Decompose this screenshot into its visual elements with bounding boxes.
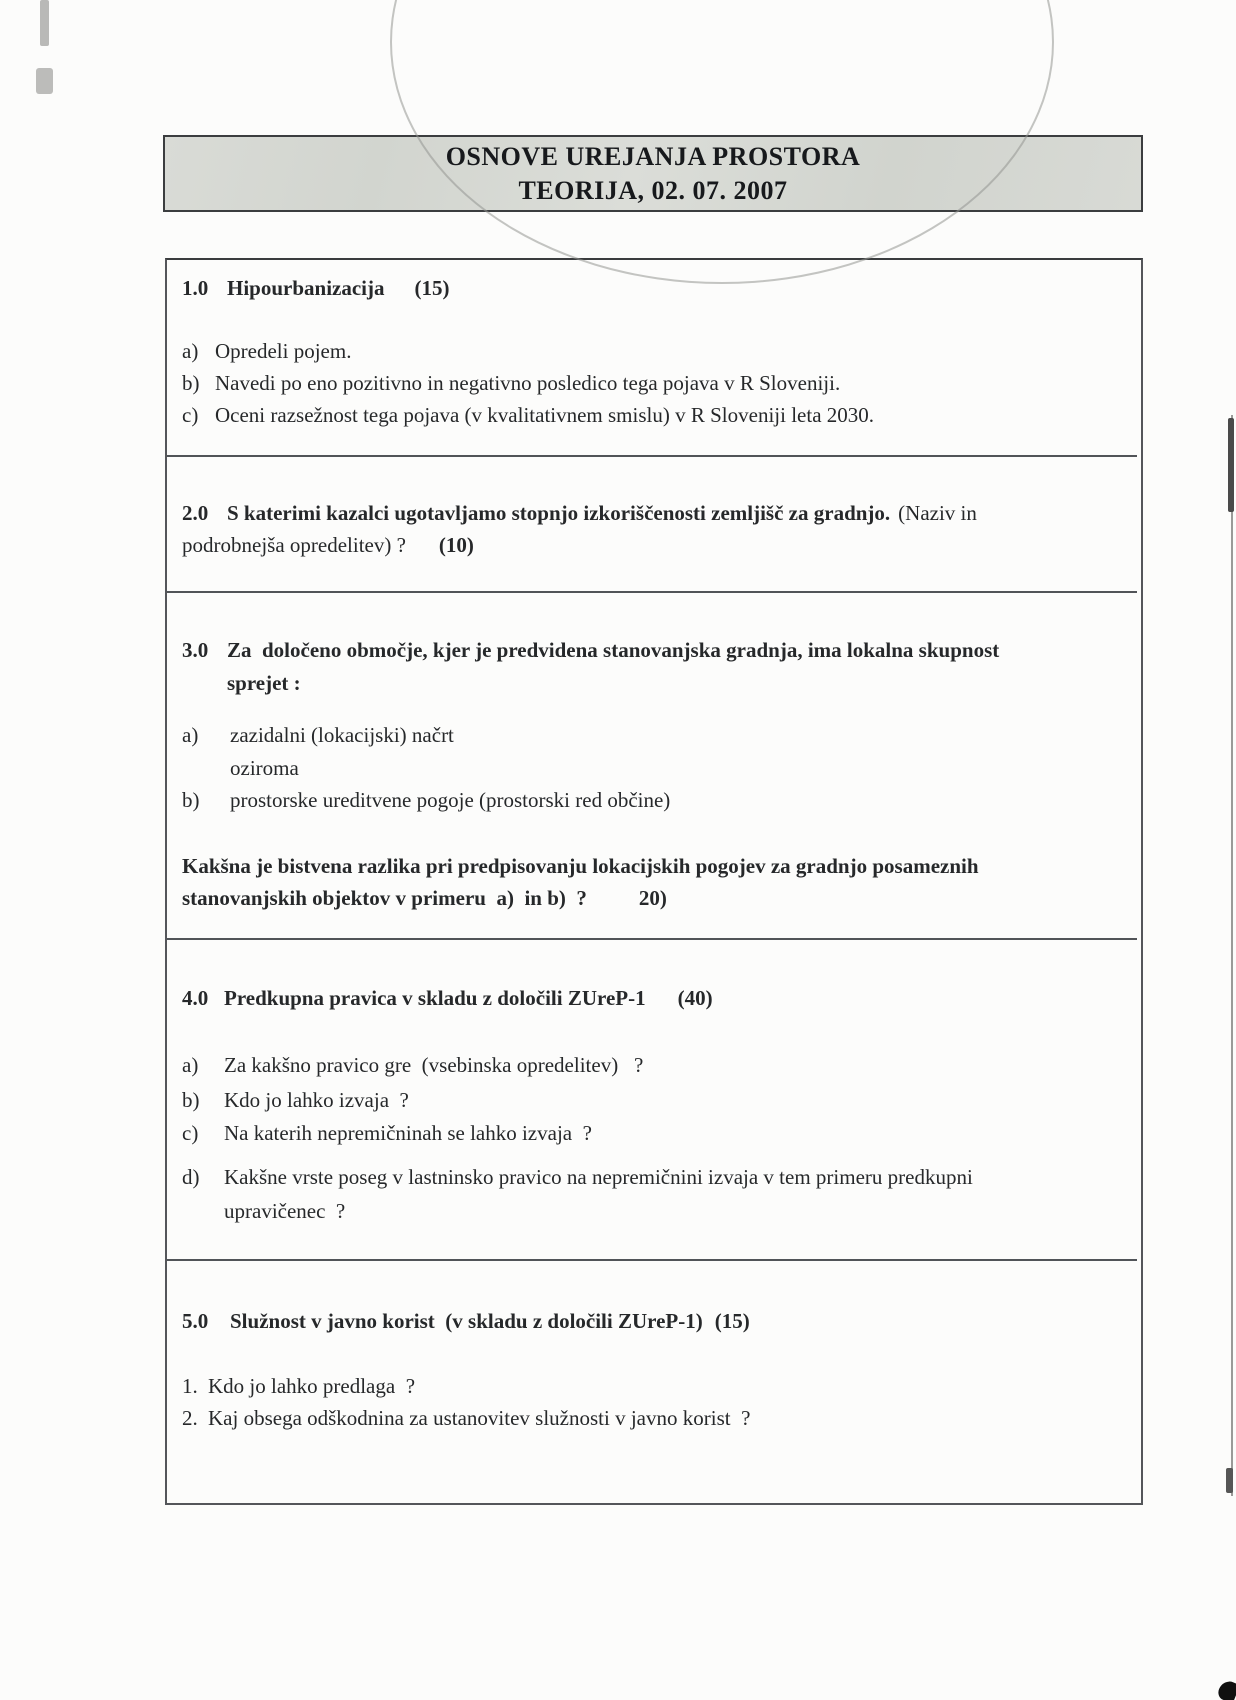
exam-header-box (163, 135, 1143, 212)
item-text: Oceni razsežnost tega pojava (v kvalitativnem smislu) v R Sloveniji leta 2030. (215, 403, 875, 427)
item-text: Opredeli pojem. (215, 339, 352, 363)
question-2-heading-line2 (182, 529, 1113, 561)
question-1-number: 1.0 (182, 276, 209, 300)
scan-edge-line-artifact (1231, 415, 1233, 1496)
item-text: Za kakšno pravico gre (vsebinska opredelitev) ? (224, 1053, 644, 1077)
question-3-heading-line1 (182, 634, 1113, 666)
item-text: Na katerih nepremičninah se lahko izvaja ? (224, 1121, 592, 1145)
question-2-regular-tail: (Naziv in (898, 501, 977, 525)
question-4-item-d-line2 (182, 1195, 1113, 1227)
item-marker: 2. (182, 1406, 198, 1430)
item-text: prostorske ureditvene pogoje (prostorski red občine) (230, 788, 671, 812)
question-3-question-line1 (182, 850, 1113, 882)
item-text: Kdo jo lahko izvaja ? (224, 1088, 409, 1112)
item-text: Kdo jo lahko predlaga ? (208, 1374, 416, 1398)
question-2-points: (10) (438, 533, 474, 557)
question-1-item-c (182, 399, 1113, 431)
question-5-points: (15) (714, 1309, 750, 1333)
scan-topleft-mark2-artifact (36, 68, 53, 94)
question-2-line2-text: podrobnejša opredelitev) ? (182, 533, 406, 557)
question-3-heading-line2 (182, 667, 1113, 699)
section-separator (167, 938, 1137, 940)
item-text: Kaj obsega odškodnina za ustanovitev služnosti v javno korist ? (208, 1406, 751, 1430)
section-separator (167, 1259, 1137, 1261)
question-1-item-b (182, 367, 1113, 399)
scan-corner-blob-artifact (1216, 1678, 1236, 1700)
question-4-title: Predkupna pravica v skladu z določili ZUreP-1 (224, 986, 646, 1010)
question-3-title-line1: Za določeno območje, kjer je predvidena stanovanjska gradnja, ima lokalna skupnost (227, 638, 1000, 662)
question-2-number: 2.0 (182, 501, 209, 525)
question-3-question-line2 (182, 882, 1113, 914)
item-marker: b) (182, 371, 200, 395)
question-3-title-line2: sprejet : (227, 671, 301, 695)
question-3-number: 3.0 (182, 638, 209, 662)
question-5-item-1 (182, 1370, 1113, 1402)
item-marker: b) (182, 1088, 200, 1112)
question-3-item-b (182, 784, 1113, 816)
question-1-title: Hipourbanizacija (227, 276, 385, 300)
question-1-item-a (182, 335, 1113, 367)
question-4-item-c (182, 1117, 1113, 1149)
question-5-title: Služnost v javno korist (v skladu z določili ZUreP-1) (230, 1309, 703, 1333)
section-separator (167, 455, 1137, 457)
item-marker: a) (182, 339, 199, 363)
item-marker: 1. (182, 1374, 198, 1398)
question-5-number: 5.0 (182, 1309, 209, 1333)
question-1-points: (15) (414, 276, 450, 300)
item-marker: b) (182, 788, 200, 812)
question-3-item-oziroma (182, 752, 1113, 784)
item-text: zazidalni (lokacijski) načrt (230, 723, 454, 747)
question-4-heading (182, 982, 1113, 1014)
question-4-points: (40) (677, 986, 713, 1010)
item-text: Navedi po eno pozitivno in negativno posledico tega pojava v R Sloveniji. (215, 371, 841, 395)
question-2-bold-text: S katerimi kazalci ugotavljamo stopnjo izkoriščenosti zemljišč za gradnjo. (227, 501, 891, 525)
scan-edge-tick-artifact (1226, 1468, 1233, 1493)
item-text: Kakšne vrste poseg v lastninsko pravico na nepremičnini izvaja v tem primeru predkupni (224, 1165, 973, 1189)
question-4-item-d-line1 (182, 1161, 1113, 1193)
question-4-number: 4.0 (182, 986, 209, 1010)
question-text: stanovanjskih objektov v primeru a) in b) ? (182, 886, 587, 910)
item-marker: c) (182, 403, 199, 427)
question-4-item-b (182, 1084, 1113, 1116)
exam-title: OSNOVE UREJANJA PROSTORA (445, 142, 861, 171)
question-text: Kakšna je bistvena razlika pri predpisovanju lokacijskih pogojev za gradnjo posameznih (182, 854, 979, 878)
question-2-heading-line1 (182, 497, 1113, 529)
question-1-heading (182, 272, 1113, 304)
question-4-item-a (182, 1049, 1113, 1081)
item-marker: a) (182, 723, 199, 747)
item-text: oziroma (230, 756, 299, 780)
item-marker: d) (182, 1165, 200, 1189)
item-text: upravičenec ? (224, 1199, 346, 1223)
exam-subtitle-date: TEORIJA, 02. 07. 2007 (518, 176, 788, 205)
questions-box (165, 258, 1143, 1505)
question-5-heading (182, 1305, 1113, 1337)
question-3-item-a (182, 719, 1113, 751)
item-marker: c) (182, 1121, 199, 1145)
scan-edge-bar-artifact (1228, 418, 1234, 512)
section-separator (167, 591, 1137, 593)
item-marker: a) (182, 1053, 199, 1077)
question-3-points: 20) (638, 886, 667, 910)
scan-topleft-mark-artifact (40, 0, 49, 46)
question-5-item-2 (182, 1402, 1113, 1434)
